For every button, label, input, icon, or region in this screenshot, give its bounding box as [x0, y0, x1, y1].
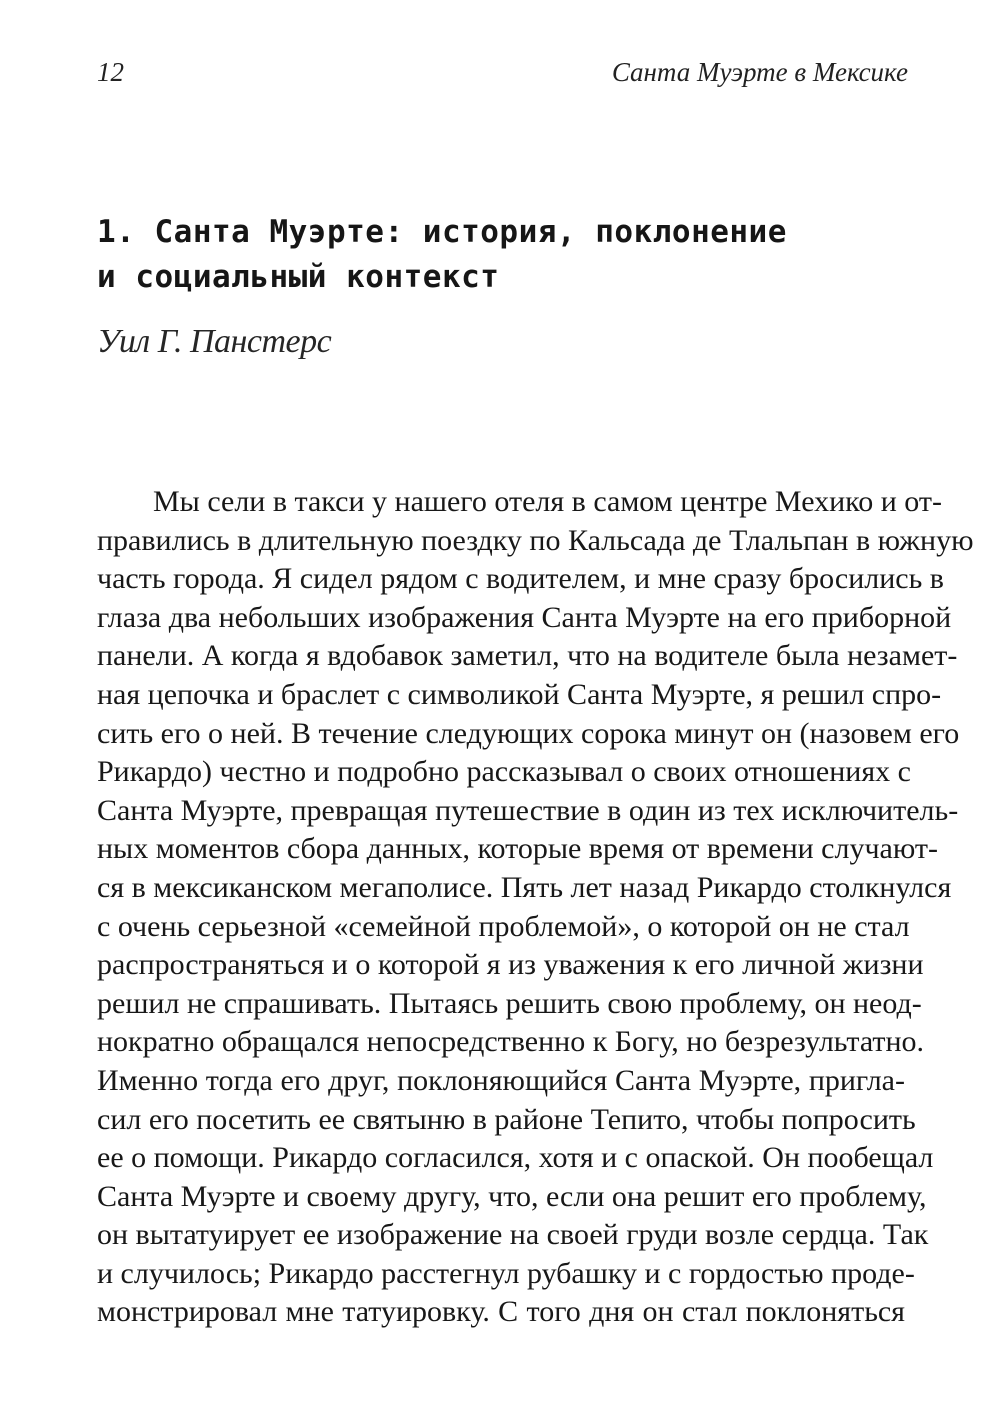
- text-line: Именно тогда его друг, поклоняющийся Санта Муэрте, пригла-: [97, 1063, 905, 1097]
- text-line: нократно обращался непосредственно к Богу, но безрезультатно.: [97, 1025, 925, 1059]
- text-line: ся в мексиканском мегаполисе. Пять лет назад Рикардо столкнулся: [97, 870, 952, 904]
- chapter-title: [97, 210, 897, 300]
- text-line: решил не спрашивать. Пытаясь решить свою проблему, он неод-: [97, 986, 922, 1020]
- body-paragraph: [97, 483, 974, 1332]
- text-line: и случилось; Рикардо расстегнул рубашку и с гордостью проде-: [97, 1256, 915, 1290]
- text-line: монстрировал мне татуировку. С того дня он стал поклоняться: [97, 1295, 905, 1329]
- chapter-title-line: и социальный контекст: [97, 259, 500, 295]
- text-line: Санта Муэрте и своему другу, что, если она решит его проблему,: [97, 1179, 927, 1213]
- chapter-author: Уил Г. Панстерс: [97, 323, 332, 360]
- chapter-title-line: 1. Санта Муэрте: история, поклонение: [97, 214, 787, 250]
- text-line: с очень серьезной «семейной проблемой», о которой он не стал: [97, 909, 910, 943]
- text-line: распространяться и о которой я из уважения к его личной жизни: [97, 948, 924, 982]
- text-line: сить его о ней. В течение следующих сорока минут он (назовем его: [97, 716, 960, 750]
- text-line: ее о помощи. Рикардо согласился, хотя и с опаской. Он пообещал: [97, 1141, 934, 1175]
- text-line: глаза два небольших изображения Санта Муэрте на его приборной: [97, 600, 952, 634]
- text-line: Рикардо) честно и подробно рассказывал о своих отношениях с: [97, 755, 911, 789]
- text-line: Санта Муэрте, превращая путешествие в один из тех исключитель-: [97, 793, 959, 827]
- text-line: правились в длительную поездку по Кальсада де Тлальпан в южную: [97, 523, 974, 557]
- text-line: ных моментов сбора данных, которые время от времени случают-: [97, 832, 938, 866]
- text-line: Мы сели в такси у нашего отеля в самом центре Мехико и от-: [153, 485, 942, 518]
- text-line: ная цепочка и браслет с символикой Санта Муэрте, я решил спро-: [97, 677, 942, 711]
- text-line: сил его посетить ее святыню в районе Тепито, чтобы попросить: [97, 1102, 916, 1136]
- text-line: он вытатуирует ее изображение на своей груди возле сердца. Так: [97, 1218, 929, 1252]
- running-head: [97, 52, 908, 92]
- text-line: панели. А когда я вдобавок заметил, что на водителе была незамет-: [97, 639, 958, 673]
- text-line: часть города. Я сидел рядом с водителем, и мне сразу бросились в: [97, 562, 944, 596]
- running-head-title: Санта Муэрте в Мексике: [611, 57, 908, 87]
- page-number: 12: [97, 57, 124, 87]
